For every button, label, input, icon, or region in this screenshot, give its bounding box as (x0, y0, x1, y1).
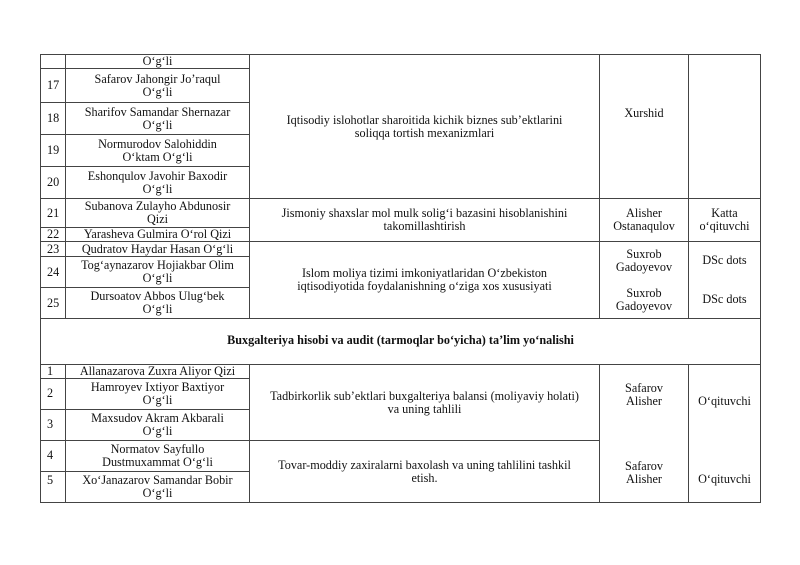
table-row (41, 55, 761, 69)
thesis-topic: Jismoniy shaxslar mol mulk solig‘i bazasini hisoblanishini takomillashtirish (250, 199, 600, 242)
thesis-topic: Tovar-moddiy zaxiralarni baxolash va uning tahlilini tashkil etish. (250, 441, 600, 503)
student-name: Xo‘Janazarov Samandar Bobir O‘g‘li (66, 472, 250, 503)
student-name: O‘g‘li (66, 55, 250, 69)
row-number: 19 (41, 135, 66, 167)
section-title: Buxgalteriya hisobi va audit (tarmoqlar bo‘yicha) ta’lim yo‘nalishi (41, 319, 761, 365)
student-name: Safarov Jahongir Jo’raqul O‘g‘li (66, 69, 250, 103)
row-number: 24 (41, 257, 66, 288)
section-header-row (41, 319, 761, 365)
student-name: Subanova Zulayho Abdunosir Qizi (66, 199, 250, 228)
students-table (40, 54, 761, 503)
row-number: 18 (41, 103, 66, 135)
row-number: 5 (41, 472, 66, 503)
supervisor: Xurshid (600, 55, 689, 199)
thesis-topic: Tadbirkorlik sub’ektlari buxgalteriya balansi (moliyaviy holati) va uning tahlili (250, 365, 600, 441)
position: Katta o‘qituvchi (689, 199, 761, 242)
student-name: Normatov Sayfullo Dustmuxammat O‘g‘li (66, 441, 250, 472)
row-number: 20 (41, 167, 66, 199)
position (689, 55, 761, 199)
student-name: Tog‘aynazarov Hojiakbar Olim O‘g‘li (66, 257, 250, 288)
student-name: Dursoatov Abbos Ulug‘bek O‘g‘li (66, 288, 250, 319)
supervisor: Suxrob Gadoyevov Suxrob Gadoyevov (600, 242, 689, 319)
student-name: Normurodov Salohiddin O‘ktam O‘g‘li (66, 135, 250, 167)
row-number: 4 (41, 441, 66, 472)
row-number: 23 (41, 242, 66, 257)
position: O‘qituvchi O‘qituvchi (689, 365, 761, 503)
student-name: Yarasheva Gulmira O‘rol Qizi (66, 228, 250, 242)
student-name: Qudratov Haydar Hasan O‘g‘li (66, 242, 250, 257)
supervisor: Safarov Alisher Safarov Alisher (600, 365, 689, 503)
row-number: 25 (41, 288, 66, 319)
student-name: Sharifov Samandar Shernazar O‘g‘li (66, 103, 250, 135)
row-number (41, 55, 66, 69)
row-number: 22 (41, 228, 66, 242)
student-name: Hamroyev Ixtiyor Baxtiyor O‘g‘li (66, 379, 250, 410)
table-row (41, 199, 761, 228)
student-name: Allanazarova Zuxra Aliyor Qizi (66, 365, 250, 379)
table-row (41, 242, 761, 257)
table-row (41, 365, 761, 379)
supervisor: Alisher Ostanaqulov (600, 199, 689, 242)
student-name: Maxsudov Akram Akbarali O‘g‘li (66, 410, 250, 441)
position: DSc dots DSc dots (689, 242, 761, 319)
student-name: Eshonqulov Javohir Baxodir O‘g‘li (66, 167, 250, 199)
thesis-topic: Islom moliya tizimi imkoniyatlaridan O‘zbekiston iqtisodiyotida foydalanishning o‘ziga xos xususiyati (250, 242, 600, 319)
thesis-topic: Iqtisodiy islohotlar sharoitida kichik biznes sub’ektlarini soliqqa tortish mexanizmlari (250, 55, 600, 199)
row-number: 3 (41, 410, 66, 441)
row-number: 17 (41, 69, 66, 103)
row-number: 2 (41, 379, 66, 410)
row-number: 1 (41, 365, 66, 379)
row-number: 21 (41, 199, 66, 228)
